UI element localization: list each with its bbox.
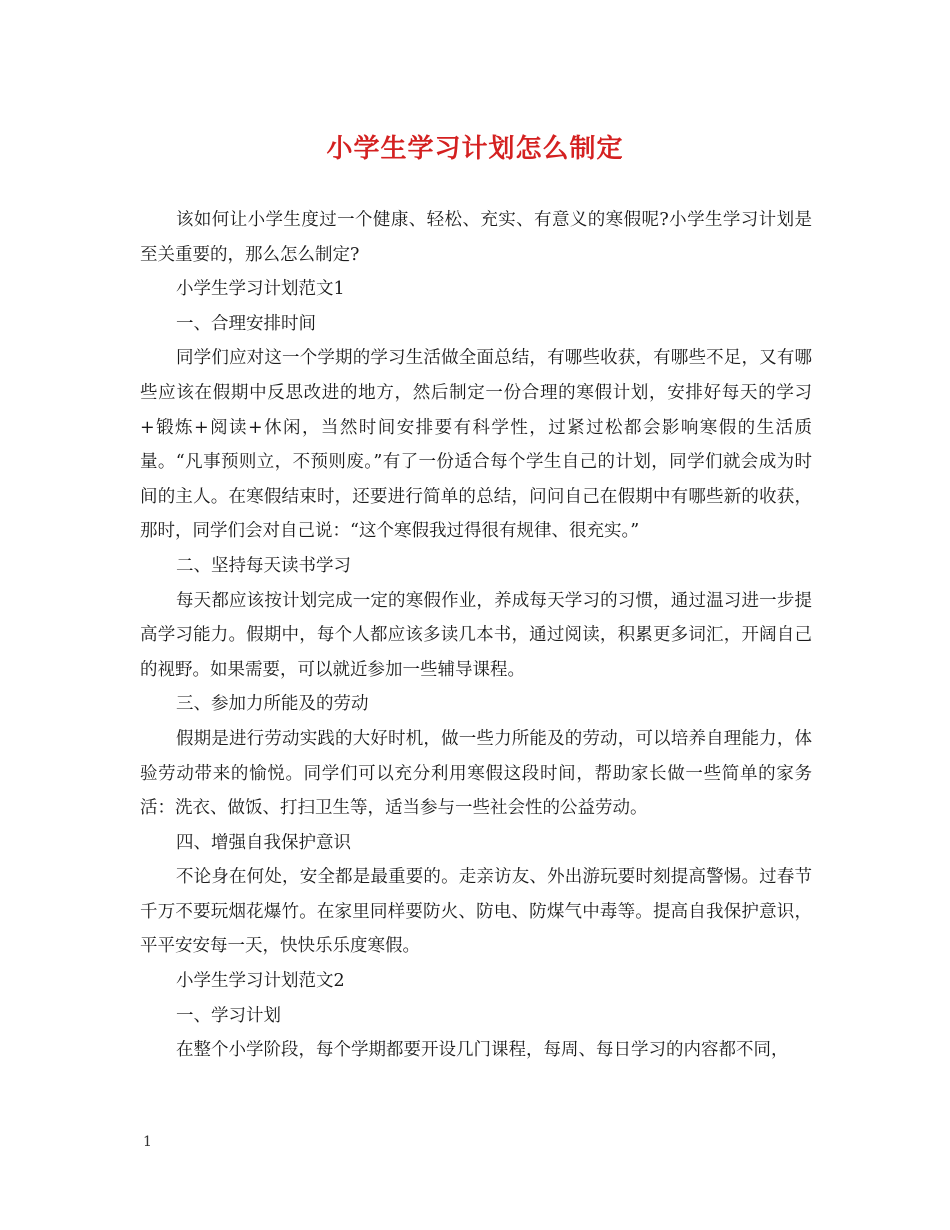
paragraph-study-plan: 在整个小学阶段，每个学期都要开设几门课程，每周、每日学习的内容都不同， bbox=[176, 1040, 789, 1061]
subheading-study-plan: 一、学习计划 bbox=[176, 1005, 281, 1026]
subheading-daily-reading: 二、坚持每天读书学习 bbox=[176, 555, 351, 576]
page-number: 1 bbox=[143, 1134, 152, 1150]
subheading-labor: 三、参加力所能及的劳动 bbox=[176, 694, 369, 715]
page-title: 小学生学习计划怎么制定 bbox=[326, 134, 624, 164]
document-body bbox=[140, 203, 812, 1068]
paragraph-daily-reading: 每天都应该按计划完成一定的寒假作业，养成每天学习的习惯，通过温习进一步提高学习能力。假期中，每个人都应该多读几本书，通过阅读，积累更多词汇，开阔自己的视野。如果需要，可以就近参加一些辅导课程。 bbox=[140, 590, 812, 680]
section-heading-sample-2: 小学生学习计划范文2 bbox=[176, 971, 345, 992]
paragraph-self-protection: 不论身在何处，安全都是最重要的。走亲访友、外出游玩要时刻提高警惕。过春节千万不要玩烟花爆竹。在家里同样要防火、防电、防煤气中毒等。提高自我保护意识，平平安安每一天，快快乐乐度寒假。 bbox=[140, 867, 812, 957]
subheading-time-arrangement: 一、合理安排时间 bbox=[176, 313, 316, 334]
subheading-self-protection: 四、增强自我保护意识 bbox=[176, 832, 351, 853]
intro-paragraph: 该如何让小学生度过一个健康、轻松、充实、有意义的寒假呢?小学生学习计划是至关重要的，那么怎么制定? bbox=[140, 210, 812, 265]
paragraph-labor: 假期是进行劳动实践的大好时机，做一些力所能及的劳动，可以培养自理能力，体验劳动带来的愉悦。同学们可以充分利用寒假这段时间，帮助家长做一些简单的家务活：洗衣、做饭、打扫卫生等，适当参与一些社会性的公益劳动。 bbox=[140, 728, 812, 819]
paragraph-time-arrangement: 同学们应对这一个学期的学习生活做全面总结，有哪些收获，有哪些不足，又有哪些应该在假期中反思改进的地方，然后制定一份合理的寒假计划，安排好每天的学习+锻炼+阅读+休闲，当然时间安排要有科学性，过紧过松都会影响寒假的生活质量。“凡事预则立，不预则废。”有了一份适合每个学生自己的计划，同学们就会成为时间的主人。在寒假结束时，还要进行简单的总结，问问自己在假期中有哪些新的收获，那时，同学们会对自己说：“这个寒假我过得很有规律、很充实。” bbox=[140, 348, 812, 542]
section-heading-sample-1: 小学生学习计划范文1 bbox=[176, 279, 345, 300]
